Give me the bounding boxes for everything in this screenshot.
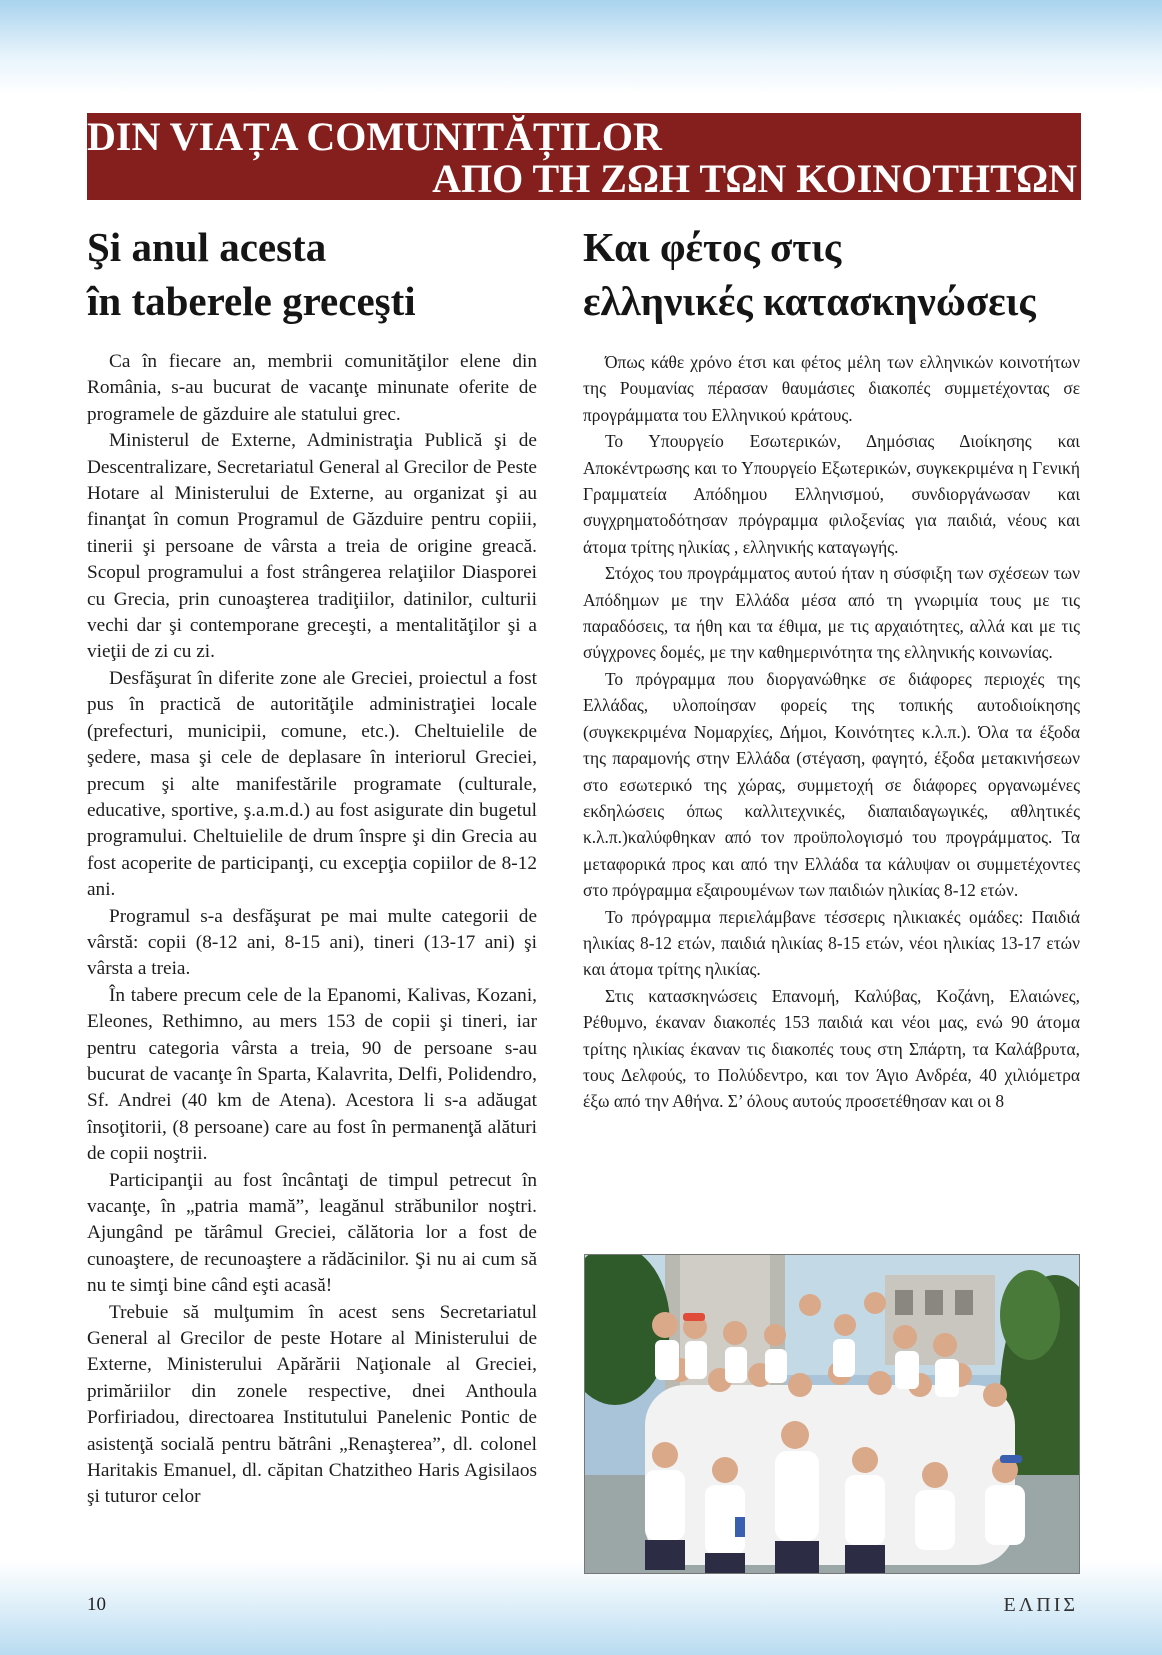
paragraph: În tabere precum cele de la Epanomi, Kalivas, Kozani, Eleones, Rethimno, au mers 153 de copii şi tineri, iar pentru categoria vârsta a treia, 90 de persoane s-au bucurat de vacanţe în Sparta, Kalavrita, Delfi, Polidendro, Sf. Andrei (40 km de Atena). Acestora li s-a adăugat însoţitorii, (8 persoane) care au fost în permanenţă alături de copii noştrii. — [87, 984, 537, 1165]
article-body-ro — [87, 349, 537, 1564]
page-number: 10 — [87, 1594, 106, 1615]
section-banner — [87, 113, 1081, 200]
headline-gr-line2: ελληνικές κατασκηνώσεις — [583, 278, 1036, 324]
paragraph: Το Υπουργείο Εσωτερικών, Δημόσιας Διοίκησης και Αποκέντρωσης και το Υπουργείο Εξωτερικών, συγκεκριμένα η Γενική Γραμματεία Απόδημου Ελληνισμού, συνδιοργάνωσαν και συγχρηματοδότησαν πρόγραμμα φιλοξενίας για παιδιά, νέους και άτομα τρίτης ηλικίας , ελληνικής καταγωγής. — [583, 431, 1080, 557]
article-headline-gr — [583, 220, 1083, 328]
paragraph: Το πρόγραμμα που διοργανώθηκε σε διάφορες περιοχές της Ελλάδας, υλοποίησαν φορείς της τοπικής αυτοδιοίκησης (συγκεκριμένα Νομαρχίες, Δήμοι, Κοινότητες κ.λ.π.). Όλα τα έξοδα της παραμονής στην Ελλάδα (στέγαση, φαγητό, έξοδα μετακινήσεων στο εσωτερικό της χώρας, συμμετοχή σε διάφορες οργανωμένες εκδηλώσεις όπως καλλιτεχνικές, διαπαιδαγωγικές, αθλητικές κ.λ.π.)καλύφθηκαν από τον προϋπολογισμό του προγράμματος. Τα μεταφορικά προς και από την Ελλάδα τα κάλυψαν οι συμμετέχοντες στο πρόγραμμα εξαιρουμένων των παιδιών ηλικίας 8-12 ετών. — [583, 668, 1080, 901]
headline-ro-line1: Şi anul acesta — [87, 224, 327, 270]
paragraph: Όπως κάθε χρόνο έτσι και φέτος μέλη των ελληνικών κοινοτήτων της Ρουμανίας πέρασαν θαυμάσιες διακοπές συμμετέχοντας σε προγράμματα του Ελληνικού κράτους. — [583, 352, 1080, 425]
section-title-ro: DIN VIAȚA COMUNITĂȚILOR — [87, 114, 662, 159]
group-photo — [584, 1254, 1080, 1574]
section-title-gr: ΑΠΟ ΤΗ ΖΩΗ ΤΩΝ ΚΟΙΝΟΤΗΤΩΝ — [432, 156, 1077, 201]
paragraph: Το πρόγραμμα περιελάμβανε τέσσερις ηλικιακές ομάδες: Παιδιά ηλικίας 8-12 ετών, παιδιά ηλικίας 8-15 ετών, νέοι ηλικίας 13-17 ετών και άτομα τρίτης ηλικίας. — [583, 906, 1080, 980]
paragraph: Ca în fiecare an, membrii comunităţilor elene din România, s-au bucurat de vacanţe minunate oferite de programele de găzduire ale statului grec. — [87, 351, 537, 425]
paragraph: Ministerul de Externe, Administraţia Publică şi de Descentralizare, Secretariatul General al Grecilor de Peste Hotare al Ministerului de Externe, au organizat şi au finanţat în comun Programul de Găzduire pentru copiii, tinerii şi persoane de vârsta a treia de origine greacă. Scopul programului a fost strângerea relaţiilor Diasporei cu Grecia, prin cunoaşterea tradiţiilor, datinilor, culturii vechi dar şi contemporane greceşti, a mentalităţilor şi a vieţii de zi cu zi. — [87, 430, 537, 663]
headline-ro-line2: în taberele greceşti — [87, 278, 416, 324]
paragraph: Participanţii au fost încântaţi de timpul petrecut în vacanţe, în „patria mamă”, leagănul străbunilor noştri. Ajungând pe tărâmul Greciei, călătoria lor a fost de cunoaştere, de recunoaştere a rădăcinilor. Şi nu ai cum să nu te simţi bine când eşti acasă! — [87, 1169, 537, 1297]
paragraph: Programul s-a desfăşurat pe mai multe categorii de vârstă: copii (8-12 ani, 8-15 ani), tineri (13-17 ani) şi vârsta a treia. — [87, 905, 537, 980]
article-body-gr — [583, 349, 1080, 1219]
magazine-name: ΕΛΠΙΣ — [1003, 1594, 1078, 1616]
paragraph: Trebuie să mulţumim în acest sens Secretariatul General al Grecilor de peste Hotare al Ministerului de Externe, Ministerului Apărării Naţionale al Greciei, primăriilor din zonele respective, dnei Anthoula Porfiriadou, directoarea Institutului Panelenic Pontic de asistenţă socială pentru bătrâni „Renaşterea”, dl. colonel Haritakis Emanuel, dl. căpitan Chatzitheo Haris Agisilaos şi tuturor celor — [87, 1301, 537, 1508]
article-headline-ro — [87, 220, 567, 328]
paragraph: Desfăşurat în diferite zone ale Greciei, proiectul a fost pus în practică de autorităţile administraţiei locale (prefecturi, municipii, comune, etc.). Cheltuielile de şedere, masa şi cele de deplasare în interiorul Greciei, precum şi alte manifestările programate (culturale, educative, sportive, ş.a.m.d.) au fost asigurate din bugetul programului. Cheltuielile de drum înspre şi din Grecia au fost acoperite de participanţi, cu excepţia copiilor de 8-12 ani. — [87, 667, 537, 901]
paragraph: Στις κατασκηνώσεις Επανομή, Καλύβας, Κοζάνη, Ελαιώνες, Ρέθυμνο, έκαναν διακοπές 153 παιδιά και νέοι μας, ενώ 90 άτομα τρίτης ηλικίας έκαναν τις διακοπές τους στη Σπάρτη, τα Καλάβρυτα, τους Δελφούς, το Πολύδεντρο, και τον Άγιο Ανδρέα, 40 χιλιόμετρα έξω από την Αθήνα. Σ’ όλους αυτούς προσετέθησαν και οι 8 — [583, 985, 1080, 1112]
headline-gr-line1: Και φέτος στις — [583, 224, 842, 270]
paragraph: Στόχος του προγράμματος αυτού ήταν η σύσφιξη των σχέσεων των Απόδημων με την Ελλάδα μέσα από τη γνωριμία τους με τις παραδόσεις, τα ήθη και τα έθιμα, με τις αρχαιότητες, αλλά και με τις σύγχρονες δομές, με την καθημερινότητα της ελληνικής κοινωνίας. — [583, 563, 1080, 663]
